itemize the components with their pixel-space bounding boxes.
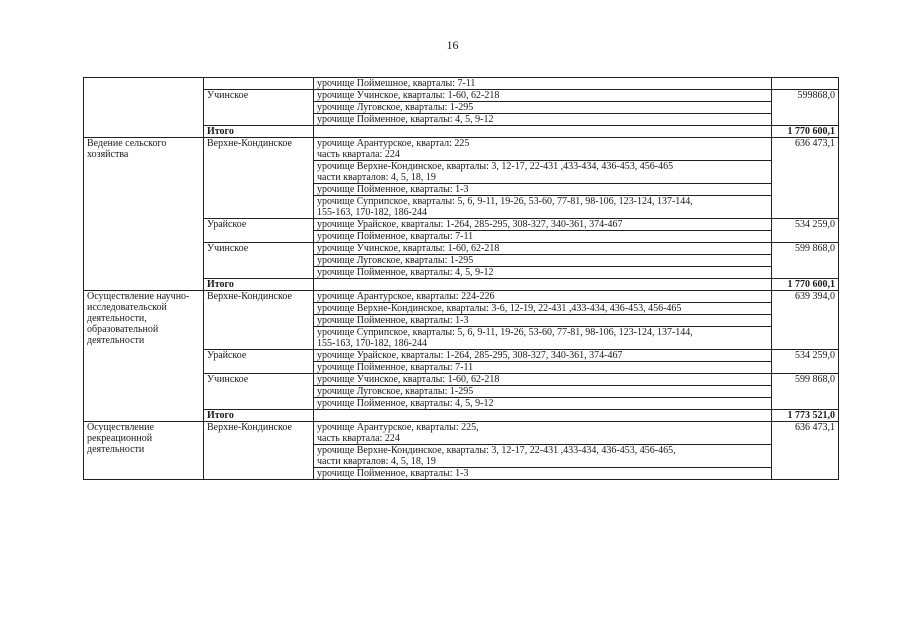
tract-cell	[314, 231, 772, 243]
tract-line: урочище Верхне-Кондинское, кварталы: 3, 12-17, 22-431 ,433-434, 436-453, 456-465	[317, 161, 674, 172]
tract-cell	[314, 102, 772, 114]
tract-line: урочище Луговское, кварталы: 1-295	[317, 386, 474, 397]
area-cell: 534 259,0	[772, 350, 839, 374]
tract-cell	[314, 184, 772, 196]
tract-cell	[314, 114, 772, 126]
tract-line: урочище Пойменное, кварталы: 7-11	[317, 362, 474, 373]
area-cell: 639 394,0	[772, 291, 839, 350]
total-empty-cell	[314, 410, 772, 422]
area-cell: 599868,0	[772, 90, 839, 126]
area-cell: 599 868,0	[772, 243, 839, 279]
forestry-cell: Учинское	[204, 243, 314, 279]
tract-cell	[314, 422, 772, 445]
tract-cell	[314, 161, 772, 184]
total-value: 1 773 521,0	[772, 410, 839, 422]
tract-cell	[314, 350, 772, 362]
total-empty-cell	[314, 126, 772, 138]
forestry-cell: Учинское	[204, 90, 314, 126]
total-label: Итого	[204, 279, 314, 291]
table-row	[84, 138, 839, 161]
tract-cell	[314, 362, 772, 374]
tract-cell	[314, 90, 772, 102]
tract-line: часть квартала: 224	[317, 149, 400, 160]
tract-line: урочище Арантурское, кварталы: 224-226	[317, 291, 495, 302]
area-cell: 636 473,1	[772, 422, 839, 480]
tract-line: урочище Пойменное, кварталы: 1-3	[317, 184, 469, 195]
page-number: 16	[446, 38, 459, 52]
forestry-cell	[204, 78, 314, 90]
area-cell: 599 868,0	[772, 374, 839, 410]
tract-cell	[314, 468, 772, 480]
tract-cell	[314, 267, 772, 279]
forestry-cell: Верхне-Кондинское	[204, 138, 314, 219]
tract-line: урочище Арантурское, кварталы: 225,	[317, 422, 479, 433]
table-row	[84, 78, 839, 90]
tract-cell	[314, 138, 772, 161]
tract-line: урочище Пойменное, кварталы: 4, 5, 9-12	[317, 267, 494, 278]
tract-line: урочище Арантурское, квартал: 225	[317, 138, 470, 149]
tract-line: часть квартала: 224	[317, 433, 400, 444]
tract-cell	[314, 315, 772, 327]
tract-line: части кварталов: 4, 5, 18, 19	[317, 456, 436, 467]
forestry-cell: Верхне-Кондинское	[204, 291, 314, 350]
forestry-cell: Учинское	[204, 374, 314, 410]
forestry-cell: Урайское	[204, 219, 314, 243]
tract-cell	[314, 327, 772, 350]
forestry-cell: Верхне-Кондинское	[204, 422, 314, 480]
tract-line: урочище Суприпское, кварталы: 5, 6, 9-11, 19-26, 53-60, 77-81, 98-106, 123-124, 137-144,	[317, 327, 693, 338]
tract-cell	[314, 374, 772, 386]
area-cell: 636 473,1	[772, 138, 839, 219]
tract-line: урочище Учинское, кварталы: 1-60, 62-218	[317, 90, 500, 101]
table-row	[84, 291, 839, 303]
tract-line: урочище Поймешное, кварталы: 7-11	[317, 78, 476, 89]
tract-cell	[314, 196, 772, 219]
tract-cell	[314, 243, 772, 255]
tract-cell	[314, 386, 772, 398]
tract-line: урочище Учинское, кварталы: 1-60, 62-218	[317, 243, 500, 254]
total-value: 1 770 600,1	[772, 279, 839, 291]
tract-line: урочище Верхне-Кондинское, кварталы: 3-6, 12-19, 22-431 ,433-434, 436-453, 456-465	[317, 303, 682, 314]
total-label: Итого	[204, 410, 314, 422]
tract-cell	[314, 291, 772, 303]
activity-cell: Ведение сельского хозяйства	[84, 138, 204, 291]
tract-line: урочище Пойменное, кварталы: 4, 5, 9-12	[317, 398, 494, 409]
tract-line: части кварталов: 4, 5, 18, 19	[317, 172, 436, 183]
tract-cell	[314, 219, 772, 231]
tract-cell	[314, 78, 772, 90]
activity-cell	[84, 78, 204, 138]
tract-cell	[314, 445, 772, 468]
tract-line: урочище Луговское, кварталы: 1-295	[317, 102, 474, 113]
tract-line: урочище Урайское, кварталы: 1-264, 285-295, 308-327, 340-361, 374-467	[317, 219, 623, 230]
lands-table	[83, 77, 839, 480]
area-cell	[772, 78, 839, 90]
tract-line: урочище Пойменное, кварталы: 7-11	[317, 231, 474, 242]
tract-line: урочище Урайское, кварталы: 1-264, 285-295, 308-327, 340-361, 374-467	[317, 350, 623, 361]
total-label: Итого	[204, 126, 314, 138]
activity-cell: Осуществление рекреационной деятельности	[84, 422, 204, 480]
table-row	[84, 422, 839, 445]
tract-line: урочище Пойменное, кварталы: 1-3	[317, 468, 469, 479]
total-value: 1 770 600,1	[772, 126, 839, 138]
tract-cell	[314, 255, 772, 267]
activity-cell: Осуществление научно-исследовательской деятельности, образовательной деятельности	[84, 291, 204, 422]
tract-line: урочище Учинское, кварталы: 1-60, 62-218	[317, 374, 500, 385]
tract-line: 155-163, 170-182, 186-244	[317, 338, 427, 349]
total-empty-cell	[314, 279, 772, 291]
tract-line: 155-163, 170-182, 186-244	[317, 207, 427, 218]
area-cell: 534 259,0	[772, 219, 839, 243]
tract-line: урочище Пойменное, кварталы: 1-3	[317, 315, 469, 326]
tract-cell	[314, 398, 772, 410]
tract-line: урочище Верхне-Кондинское, кварталы: 3, 12-17, 22-431 ,433-434, 436-453, 456-465,	[317, 445, 676, 456]
forestry-cell: Урайское	[204, 350, 314, 374]
tract-cell	[314, 303, 772, 315]
tract-line: урочище Пойменное, кварталы: 4, 5, 9-12	[317, 114, 494, 125]
tract-line: урочище Суприпское, кварталы: 5, 6, 9-11, 19-26, 53-60, 77-81, 98-106, 123-124, 137-144,	[317, 196, 693, 207]
tract-line: урочище Луговское, кварталы: 1-295	[317, 255, 474, 266]
